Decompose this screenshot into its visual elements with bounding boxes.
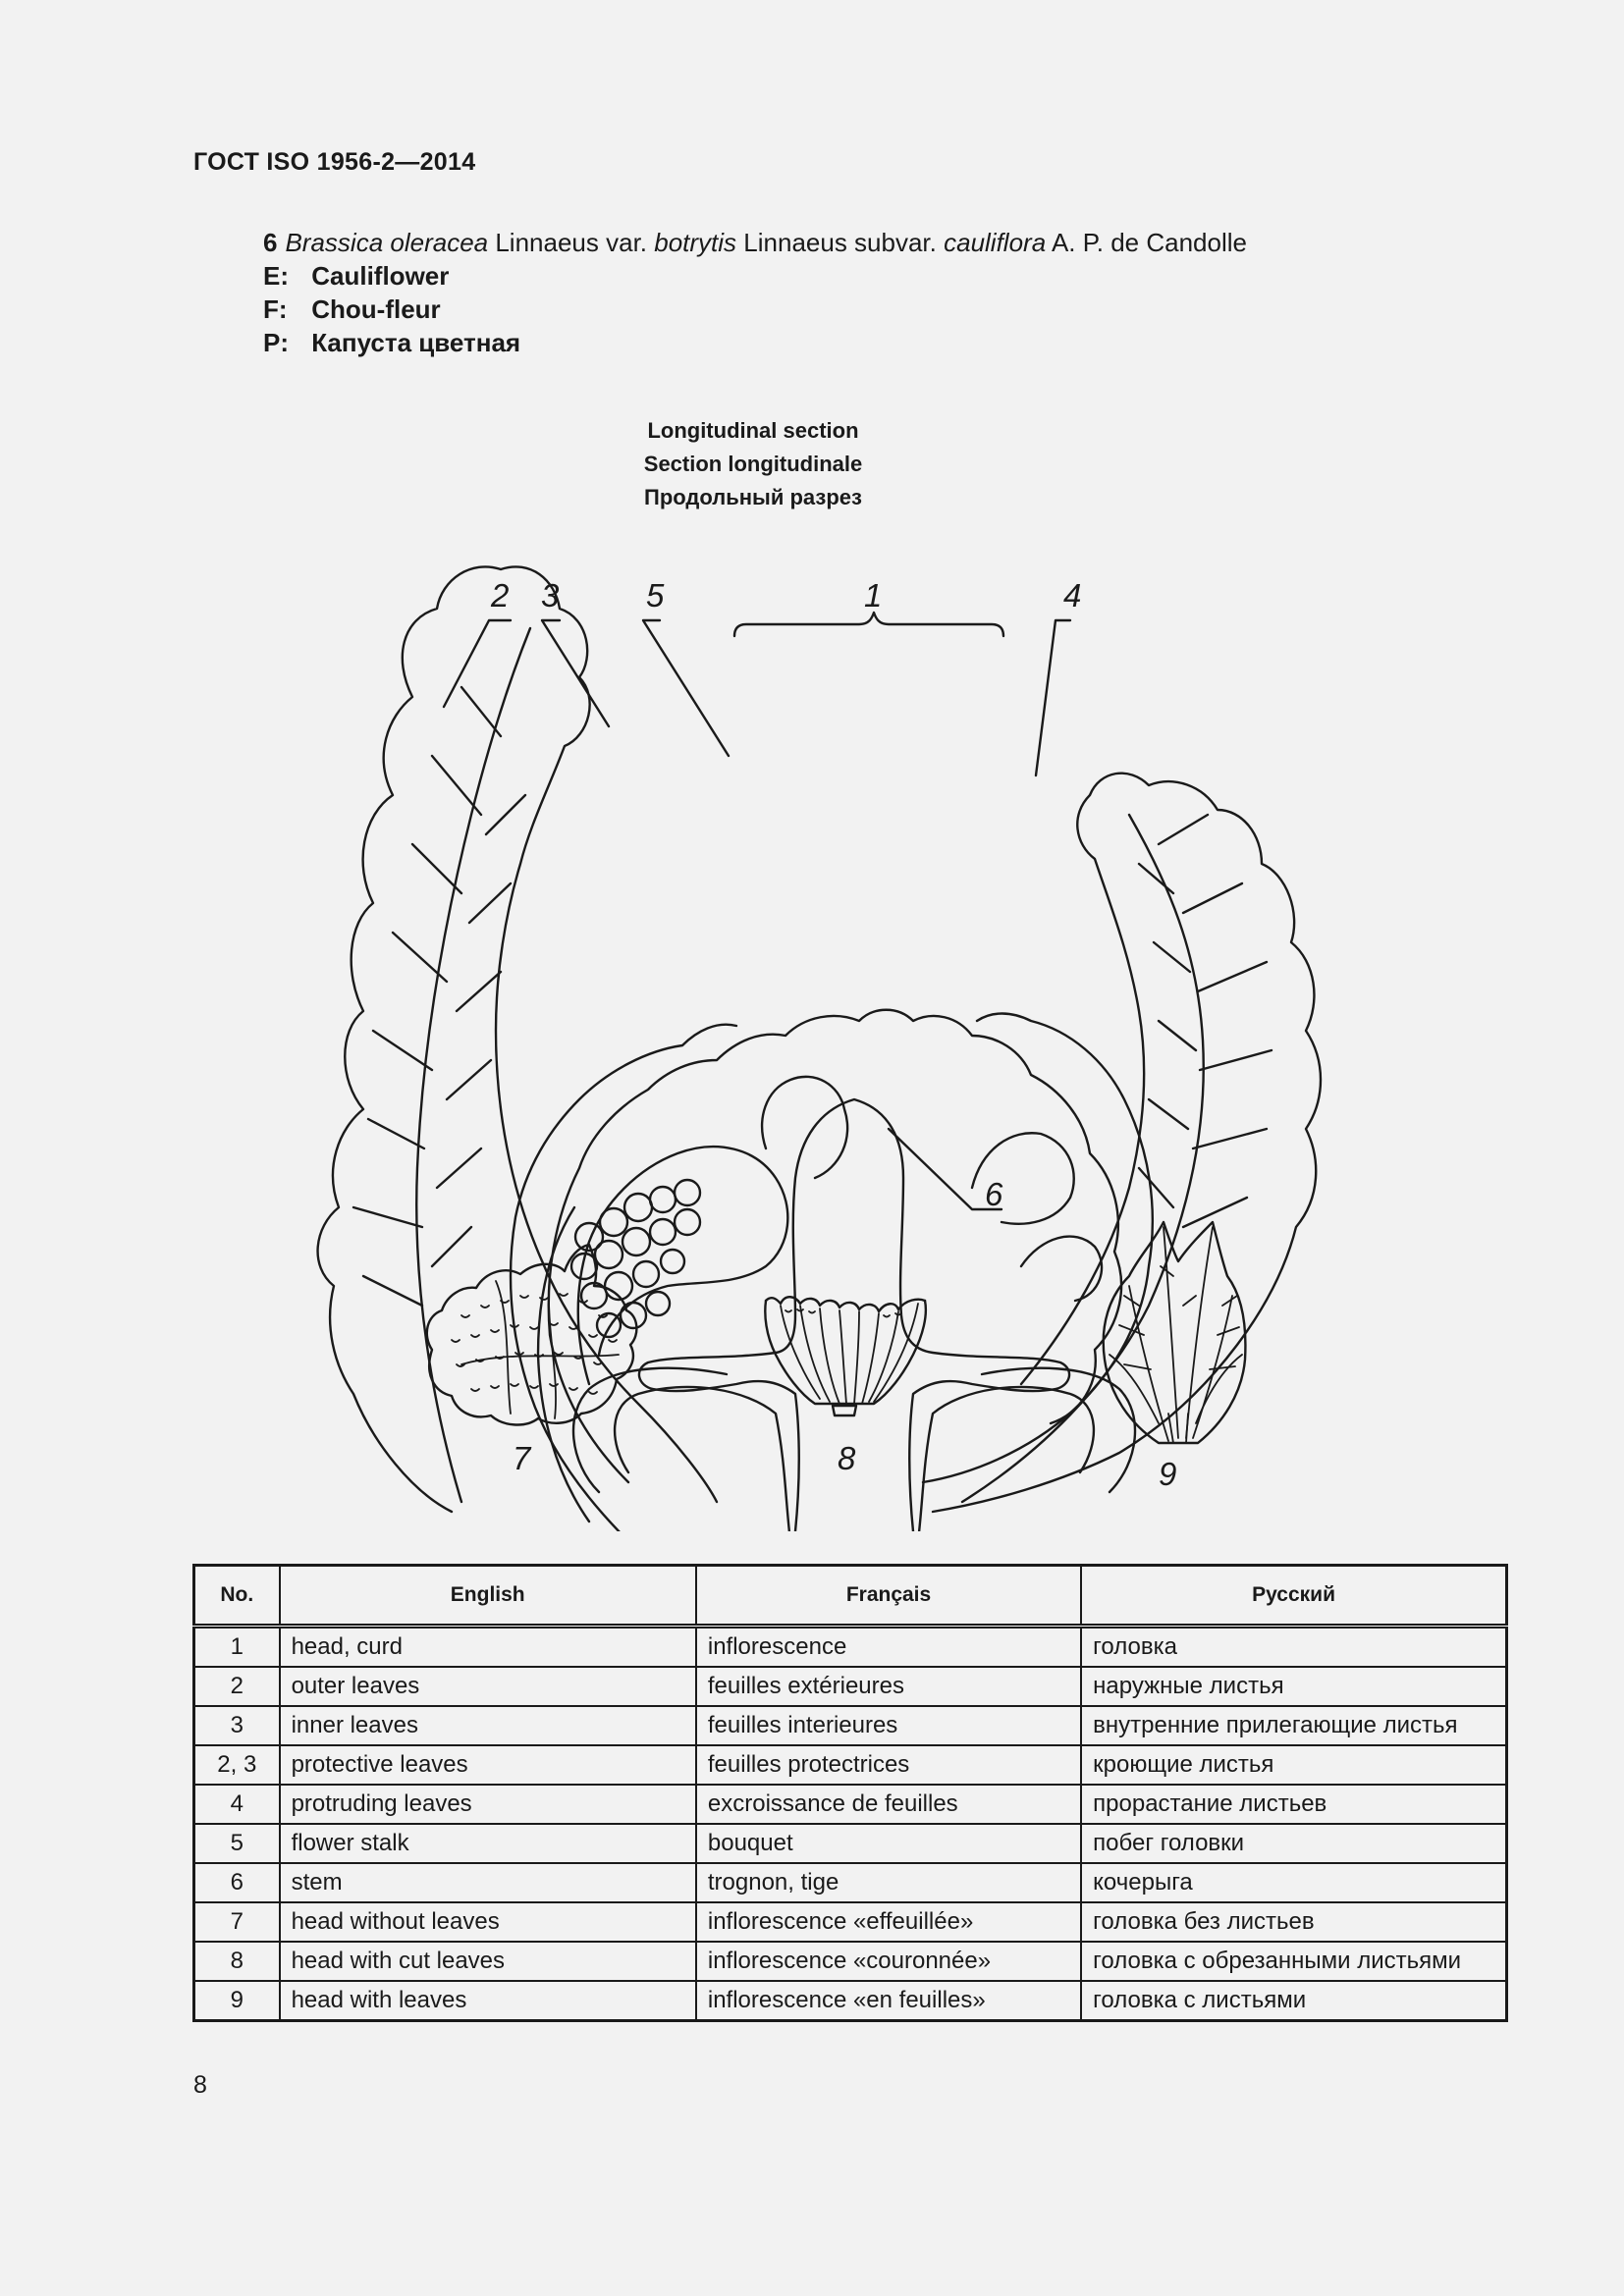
caption-french: Section longitudinale [643, 452, 863, 476]
cell-french: inflorescence «effeuillée» [696, 1902, 1081, 1942]
terms-table [192, 1564, 1508, 2022]
species-number: 6 [263, 228, 278, 257]
column-header-french: Français [696, 1566, 1081, 1627]
common-name-french: F: Chou-fleur [263, 294, 441, 324]
column-header-no: No. [194, 1566, 280, 1627]
table-row [194, 1627, 1507, 1668]
cell-no: 7 [194, 1902, 280, 1942]
cell-russian: головка [1081, 1627, 1506, 1668]
cell-french: excroissance de feuilles [696, 1785, 1081, 1824]
cell-french: inflorescence «couronnée» [696, 1942, 1081, 1981]
cell-english: head with cut leaves [280, 1942, 696, 1981]
cell-french: feuilles interieures [696, 1706, 1081, 1745]
cell-french: trognon, tige [696, 1863, 1081, 1902]
table-row [194, 1863, 1507, 1902]
caption-russian: Продольный разрез [644, 485, 862, 509]
cell-no: 6 [194, 1863, 280, 1902]
figure-label-7: 7 [513, 1440, 531, 1476]
cell-russian: головка с листьями [1081, 1981, 1506, 2021]
common-name-russian: P: Капуста цветная [263, 328, 521, 357]
cell-english: inner leaves [280, 1706, 696, 1745]
table-row [194, 1785, 1507, 1824]
table-row [194, 1981, 1507, 2021]
species-subvariety: cauliflora [944, 228, 1047, 257]
cell-russian: внутренние прилегающие листья [1081, 1706, 1506, 1745]
cell-russian: наружные листья [1081, 1667, 1506, 1706]
cell-english: protective leaves [280, 1745, 696, 1785]
table-row [194, 1745, 1507, 1785]
cell-english: stem [280, 1863, 696, 1902]
figure-label-3: 3 [541, 577, 560, 614]
cell-no: 4 [194, 1785, 280, 1824]
cell-no: 1 [194, 1627, 280, 1668]
table-row [194, 1902, 1507, 1942]
cell-english: protruding leaves [280, 1785, 696, 1824]
table-row [194, 1824, 1507, 1863]
table-header-row [194, 1566, 1507, 1627]
figure-label-1: 1 [864, 577, 883, 614]
cell-french: feuilles protectrices [696, 1745, 1081, 1785]
species-variety: botrytis [654, 228, 737, 257]
document-header: ГОСТ ISO 1956-2—2014 [193, 148, 476, 176]
figure-label-6: 6 [985, 1176, 1003, 1212]
outer-leaf-left [318, 566, 717, 1512]
column-header-english: English [280, 1566, 696, 1627]
figure-label-2: 2 [491, 577, 510, 614]
caption-english: Longitudinal section [647, 418, 859, 443]
leader-lines [444, 613, 1070, 1209]
column-header-russian: Русский [1081, 1566, 1506, 1627]
species-author: Linnaeus subvar. [736, 228, 945, 257]
cell-french: inflorescence «en feuilles» [696, 1981, 1081, 2021]
label-1-bracket [734, 613, 1003, 636]
page-number: 8 [193, 2071, 207, 2099]
head-with-leaves [1104, 1222, 1246, 1443]
species-author: A. P. de Candolle [1046, 228, 1247, 257]
cell-russian: побег головки [1081, 1824, 1506, 1863]
cell-english: flower stalk [280, 1824, 696, 1863]
cell-english: head without leaves [280, 1902, 696, 1942]
table-row [194, 1942, 1507, 1981]
common-name-english: E: Cauliflower [263, 261, 450, 291]
curd-granules [571, 1180, 700, 1337]
cell-english: head, curd [280, 1627, 696, 1668]
cell-no: 9 [194, 1981, 280, 2021]
cell-russian: кроющие листья [1081, 1745, 1506, 1785]
cell-russian: кочерыга [1081, 1863, 1506, 1902]
cell-french: feuilles extérieures [696, 1667, 1081, 1706]
figure-label-5: 5 [646, 577, 665, 614]
cell-english: outer leaves [280, 1667, 696, 1706]
cell-no: 3 [194, 1706, 280, 1745]
curd-head [549, 1010, 1121, 1482]
species-genus: Brassica oleracea [285, 228, 489, 257]
table-row [194, 1667, 1507, 1706]
species-author: Linnaeus var. [488, 228, 655, 257]
cell-russian: головка без листьев [1081, 1902, 1506, 1942]
figure-label-8: 8 [838, 1440, 856, 1476]
outer-leaf-right [933, 774, 1321, 1512]
cell-russian: головка с обрезанными листьями [1081, 1942, 1506, 1981]
cell-russian: прорастание листьев [1081, 1785, 1506, 1824]
table-row [194, 1706, 1507, 1745]
figure-label-4: 4 [1063, 577, 1082, 614]
cell-no: 5 [194, 1824, 280, 1863]
cell-english: head with leaves [280, 1981, 696, 2021]
cell-french: inflorescence [696, 1627, 1081, 1668]
inner-leaf-left [511, 1025, 736, 1531]
cell-no: 2 [194, 1667, 280, 1706]
cell-no: 8 [194, 1942, 280, 1981]
cell-no: 2, 3 [194, 1745, 280, 1785]
cell-french: bouquet [696, 1824, 1081, 1863]
figure-label-9: 9 [1159, 1456, 1177, 1492]
